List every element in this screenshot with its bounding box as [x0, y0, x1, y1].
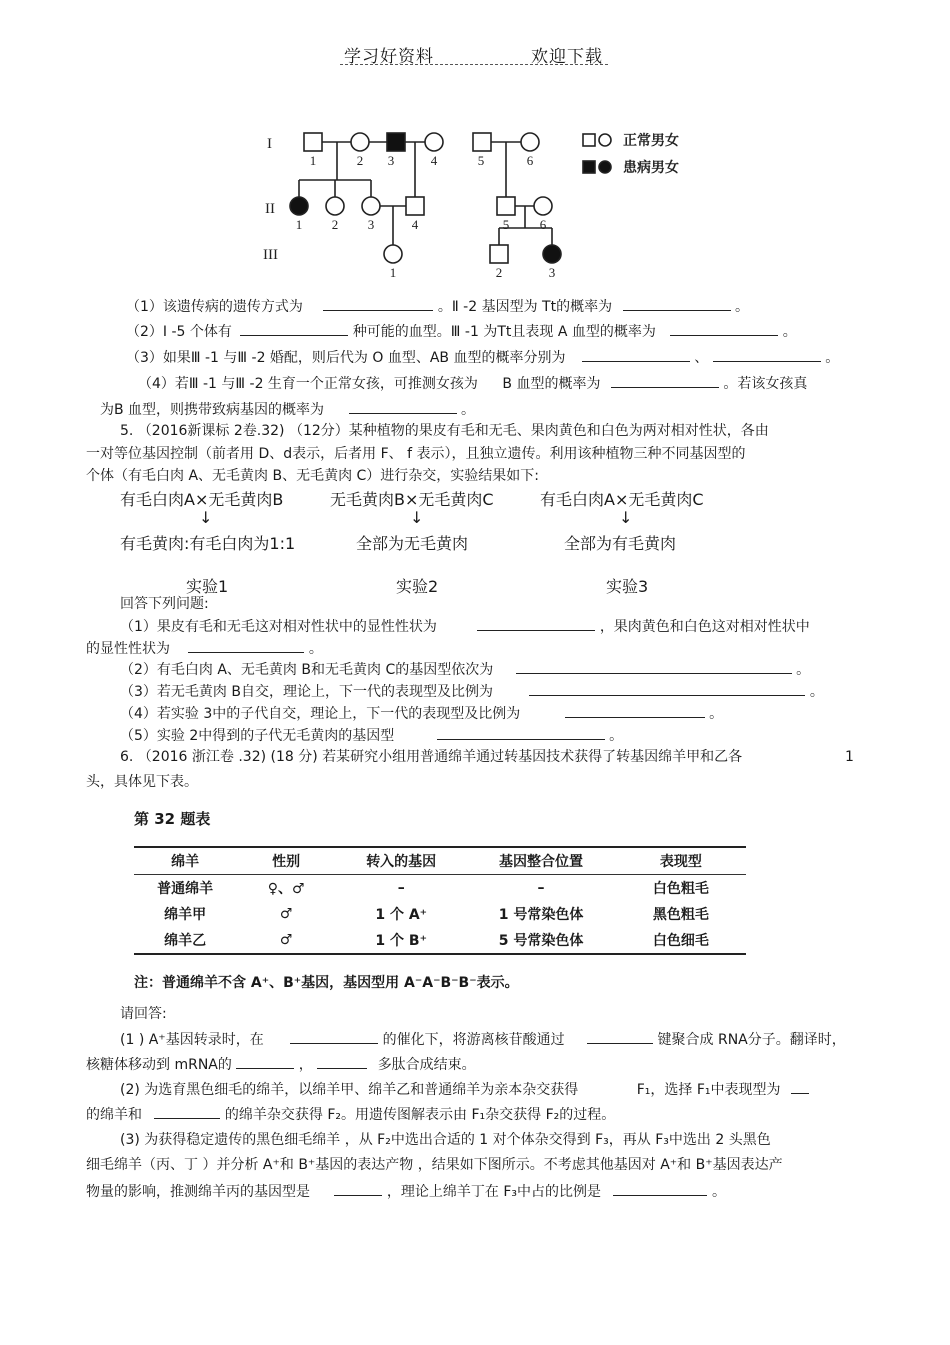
q5-intro-2: 一对等位基因控制（前者用 D、d表示，后者用 F、 f 表示），且独立遗传。利用该种植物三种不同基因型的 — [86, 446, 746, 462]
table-row — [134, 901, 746, 927]
answer-blank[interactable] — [565, 703, 705, 718]
III-1-female-normal — [384, 245, 402, 263]
II-1-female-affected — [290, 197, 308, 215]
legend-square-affected — [583, 161, 595, 173]
answer-blank[interactable] — [290, 1029, 378, 1044]
q6-sub1-cont: 核糖体移动到 mRNA的 ， 多肽合成结束。 — [86, 1054, 476, 1075]
legend-affected-label: 患病男女 — [623, 160, 679, 176]
q5-sub3: （3）若无毛黄肉 B自交，理论上，下一代的表现型及比例为 。 — [120, 681, 824, 702]
num-I-6: 6 — [526, 153, 534, 168]
exp1-label: 实验1 — [186, 577, 229, 596]
answer-blank[interactable] — [334, 1181, 382, 1196]
q6-sub3-line3: 物量的影响，推测绵羊丙的基因型是 ，理论上绵羊丁在 F₃中占的比例是 。 — [86, 1181, 726, 1202]
table-cell: 5 号常染色体 — [498, 933, 584, 949]
num-I-4: 4 — [430, 153, 438, 168]
gen-label-1: I — [267, 136, 272, 152]
table-cell: 1 个 A⁺ — [375, 907, 428, 923]
answer-blank[interactable] — [529, 681, 805, 696]
table-cell: 黑色粗毛 — [652, 907, 709, 923]
exp2-result: 全部为无毛黄肉 — [356, 534, 469, 553]
num-II-3: 3 — [367, 217, 375, 232]
exp2-label: 实验2 — [396, 577, 439, 596]
table-cell: – — [537, 880, 545, 896]
answer-blank[interactable] — [623, 296, 731, 311]
q6-intro-2: 头，具体见下表。 — [86, 774, 198, 790]
q6-sub3-line2: 细毛绵羊（丙、丁 ）并分析 A⁺和 B⁺基因的表达产物 ，结果如下图所示。不考虑其他基因对 A⁺和 B⁺基因表达产 — [86, 1157, 783, 1173]
gen-label-2: II — [265, 201, 275, 217]
III-3-female-affected — [543, 245, 561, 263]
table-cell: ♂ — [279, 932, 293, 948]
table-title: 第 32 题表 — [134, 810, 211, 828]
q4-part2: （2）Ⅰ -5 个体有 种可能的血型。Ⅲ -1 为Tt且表现 A 血型的概率为 。 — [126, 321, 797, 342]
q4-part4: （4）若Ⅲ -1 与Ⅲ -2 生育一个正常女孩，可推测女孩为 B 血型的概率为 。若该女孩真 — [138, 373, 807, 394]
answer-blank[interactable] — [154, 1104, 220, 1119]
q5-sub5: （5）实验 2中得到的子代无毛黄肉的基因型 。 — [120, 725, 623, 746]
col-header: 绵羊 — [171, 854, 200, 870]
table-cell: ♂ — [279, 906, 293, 922]
col-header: 基因整合位置 — [499, 854, 584, 870]
q5-sub1-cont: 的显性性状为 。 — [86, 638, 323, 659]
q5-intro-3: 个体（有毛白肉 A、无毛黄肉 B、无毛黄肉 C）进行杂交，实验结果如下: — [86, 468, 540, 484]
gen-label-3: III — [263, 247, 278, 263]
header-right: 欢迎下载 — [531, 47, 603, 67]
answer-blank[interactable] — [670, 321, 778, 336]
q5-intro-1: 5. （2016新课标 2卷.32) （12分）某种植物的果皮有毛和无毛、果肉黄色和白色为两对相对性状，各由 — [120, 423, 769, 439]
q6-sub1: (1 ) A⁺基因转录时，在 的催化下，将游离核苷酸通过 键聚合成 RNA分子。翻译时， — [120, 1029, 846, 1050]
II-2-female-normal — [326, 197, 344, 215]
answer-blank[interactable] — [477, 616, 595, 631]
num-I-5: 5 — [477, 153, 485, 168]
col-header: 性别 — [272, 854, 301, 870]
q5-sub2: （2）有毛白肉 A、无毛黄肉 B和无毛黄肉 C的基因型依次为 。 — [120, 659, 810, 680]
num-II-1: 1 — [295, 217, 303, 232]
sheep-table-wrap — [134, 846, 746, 955]
q6-intro-1: 6. （2016 浙江卷 .32) (18 分) 若某研究小组用普通绵羊通过转基因技术获得了转基因绵羊甲和乙各 — [120, 749, 743, 765]
answer-blank[interactable] — [791, 1079, 809, 1094]
q6-sub2-cont: 的绵羊和 的绵羊杂交获得 F₂。用遗传图解表示由 F₁杂交获得 F₂的过程。 — [86, 1104, 615, 1125]
II-5-male-normal — [497, 197, 515, 215]
exp3-cross: 有毛白肉A×无毛黄肉C — [540, 490, 704, 509]
legend-normal-label: 正常男女 — [623, 133, 679, 149]
table-cell: 1 号常染色体 — [498, 907, 584, 923]
answer-blank[interactable] — [611, 373, 719, 388]
table-cell: ♀、♂ — [267, 881, 305, 897]
pedigree-chart — [255, 125, 705, 285]
num-III-2: 2 — [495, 265, 503, 280]
II-3-female-normal — [362, 197, 380, 215]
answer-blank[interactable] — [613, 1181, 707, 1196]
exp3-result: 全部为有毛黄肉 — [564, 534, 677, 553]
exp3-arrow: ↓ — [619, 508, 633, 527]
II-6-female-normal — [534, 197, 552, 215]
q5-sub1: （1）果皮有毛和无毛这对相对性状中的显性性状为 ，果肉黄色和白色这对相对性状中 — [120, 616, 810, 637]
I-3-male-affected — [387, 133, 405, 151]
exp1-cross: 有毛白肉A×无毛黄肉B — [120, 490, 284, 509]
sheep-table — [134, 848, 746, 953]
header-rule — [340, 64, 608, 65]
q4-part3: （3）如果Ⅲ -1 与Ⅲ -2 婚配，则后代为 O 血型、AB 血型的概率分别为 、 。 — [126, 347, 839, 368]
table-cell: 白色粗毛 — [652, 881, 709, 897]
table-cell: 绵羊乙 — [164, 933, 207, 949]
col-header: 转入的基因 — [366, 854, 437, 870]
table-note: 注：普通绵羊不含 A⁺、B⁺基因，基因型用 A⁻A⁻B⁻B⁻表示。 — [134, 975, 519, 991]
num-II-5: 5 — [502, 217, 510, 232]
q4-part1: （1）该遗传病的遗传方式为 。Ⅱ -2 基因型为 Tt的概率为 。 — [126, 296, 749, 317]
answer-blank[interactable] — [323, 296, 433, 311]
exp1-arrow: ↓ — [199, 508, 213, 527]
exp2-cross: 无毛黄肉B×无毛黄肉C — [330, 490, 494, 509]
III-2-male-normal — [490, 245, 508, 263]
answer-blank[interactable] — [516, 659, 792, 674]
col-header: 表现型 — [659, 854, 702, 870]
legend-circle-normal — [599, 134, 611, 146]
num-III-1: 1 — [389, 265, 397, 280]
table-cell: 1 个 B⁺ — [375, 933, 427, 949]
q4-part4-cont: 为B 血型，则携带致病基因的概率为 。 — [100, 399, 475, 420]
q6-intro-1-num: 1 — [845, 749, 854, 765]
answer-blank[interactable] — [188, 638, 304, 653]
header-left: 学习好资料 — [344, 47, 434, 67]
II-4-male-normal — [406, 197, 424, 215]
answer-blank[interactable] — [349, 399, 457, 414]
answer-blank[interactable] — [713, 347, 821, 362]
num-III-3: 3 — [548, 265, 556, 280]
num-II-2: 2 — [331, 217, 339, 232]
num-II-6: 6 — [539, 217, 547, 232]
answer-blank[interactable] — [437, 725, 605, 740]
q6-prompt: 请回答: — [120, 1006, 167, 1022]
I-6-female-normal — [521, 133, 539, 151]
exp3-label: 实验3 — [606, 577, 649, 596]
I-5-male-normal — [473, 133, 491, 151]
table-cell: – — [397, 880, 405, 896]
legend-square-normal — [583, 134, 595, 146]
exp2-arrow: ↓ — [410, 508, 424, 527]
I-1-male-normal — [304, 133, 322, 151]
q6-sub3: (3) 为获得稳定遗传的黑色细毛绵羊 ，从 F₂中选出合适的 1 对个体杂交得到 F₃，再从 F₃中选出 2 头黑色 — [120, 1132, 771, 1148]
legend-circle-affected — [599, 161, 611, 173]
q5-prompt: 回答下列问题: — [120, 596, 209, 612]
num-I-1: 1 — [309, 153, 317, 168]
table-row — [134, 875, 746, 902]
table-row — [134, 927, 746, 953]
answer-blank[interactable] — [236, 1054, 294, 1069]
q5-sub4: （4）若实验 3中的子代自交，理论上，下一代的表现型及比例为 。 — [120, 703, 723, 724]
I-4-female-normal — [425, 133, 443, 151]
answer-blank[interactable] — [582, 347, 690, 362]
answer-blank[interactable] — [587, 1029, 653, 1044]
exp1-result: 有毛黄肉:有毛白肉为1:1 — [120, 534, 296, 553]
num-I-3: 3 — [387, 153, 395, 168]
I-2-female-normal — [351, 133, 369, 151]
answer-blank[interactable] — [240, 321, 348, 336]
q6-sub2: (2) 为选育黑色细毛的绵羊，以绵羊甲、绵羊乙和普通绵羊为亲本杂交获得 F₁，选择 F₁中表现型为 — [120, 1079, 809, 1100]
table-cell: 白色细毛 — [652, 933, 709, 949]
answer-blank[interactable] — [317, 1054, 367, 1069]
table-cell: 普通绵羊 — [157, 881, 214, 897]
num-I-2: 2 — [356, 153, 364, 168]
num-II-4: 4 — [411, 217, 419, 232]
table-cell: 绵羊甲 — [164, 907, 207, 923]
